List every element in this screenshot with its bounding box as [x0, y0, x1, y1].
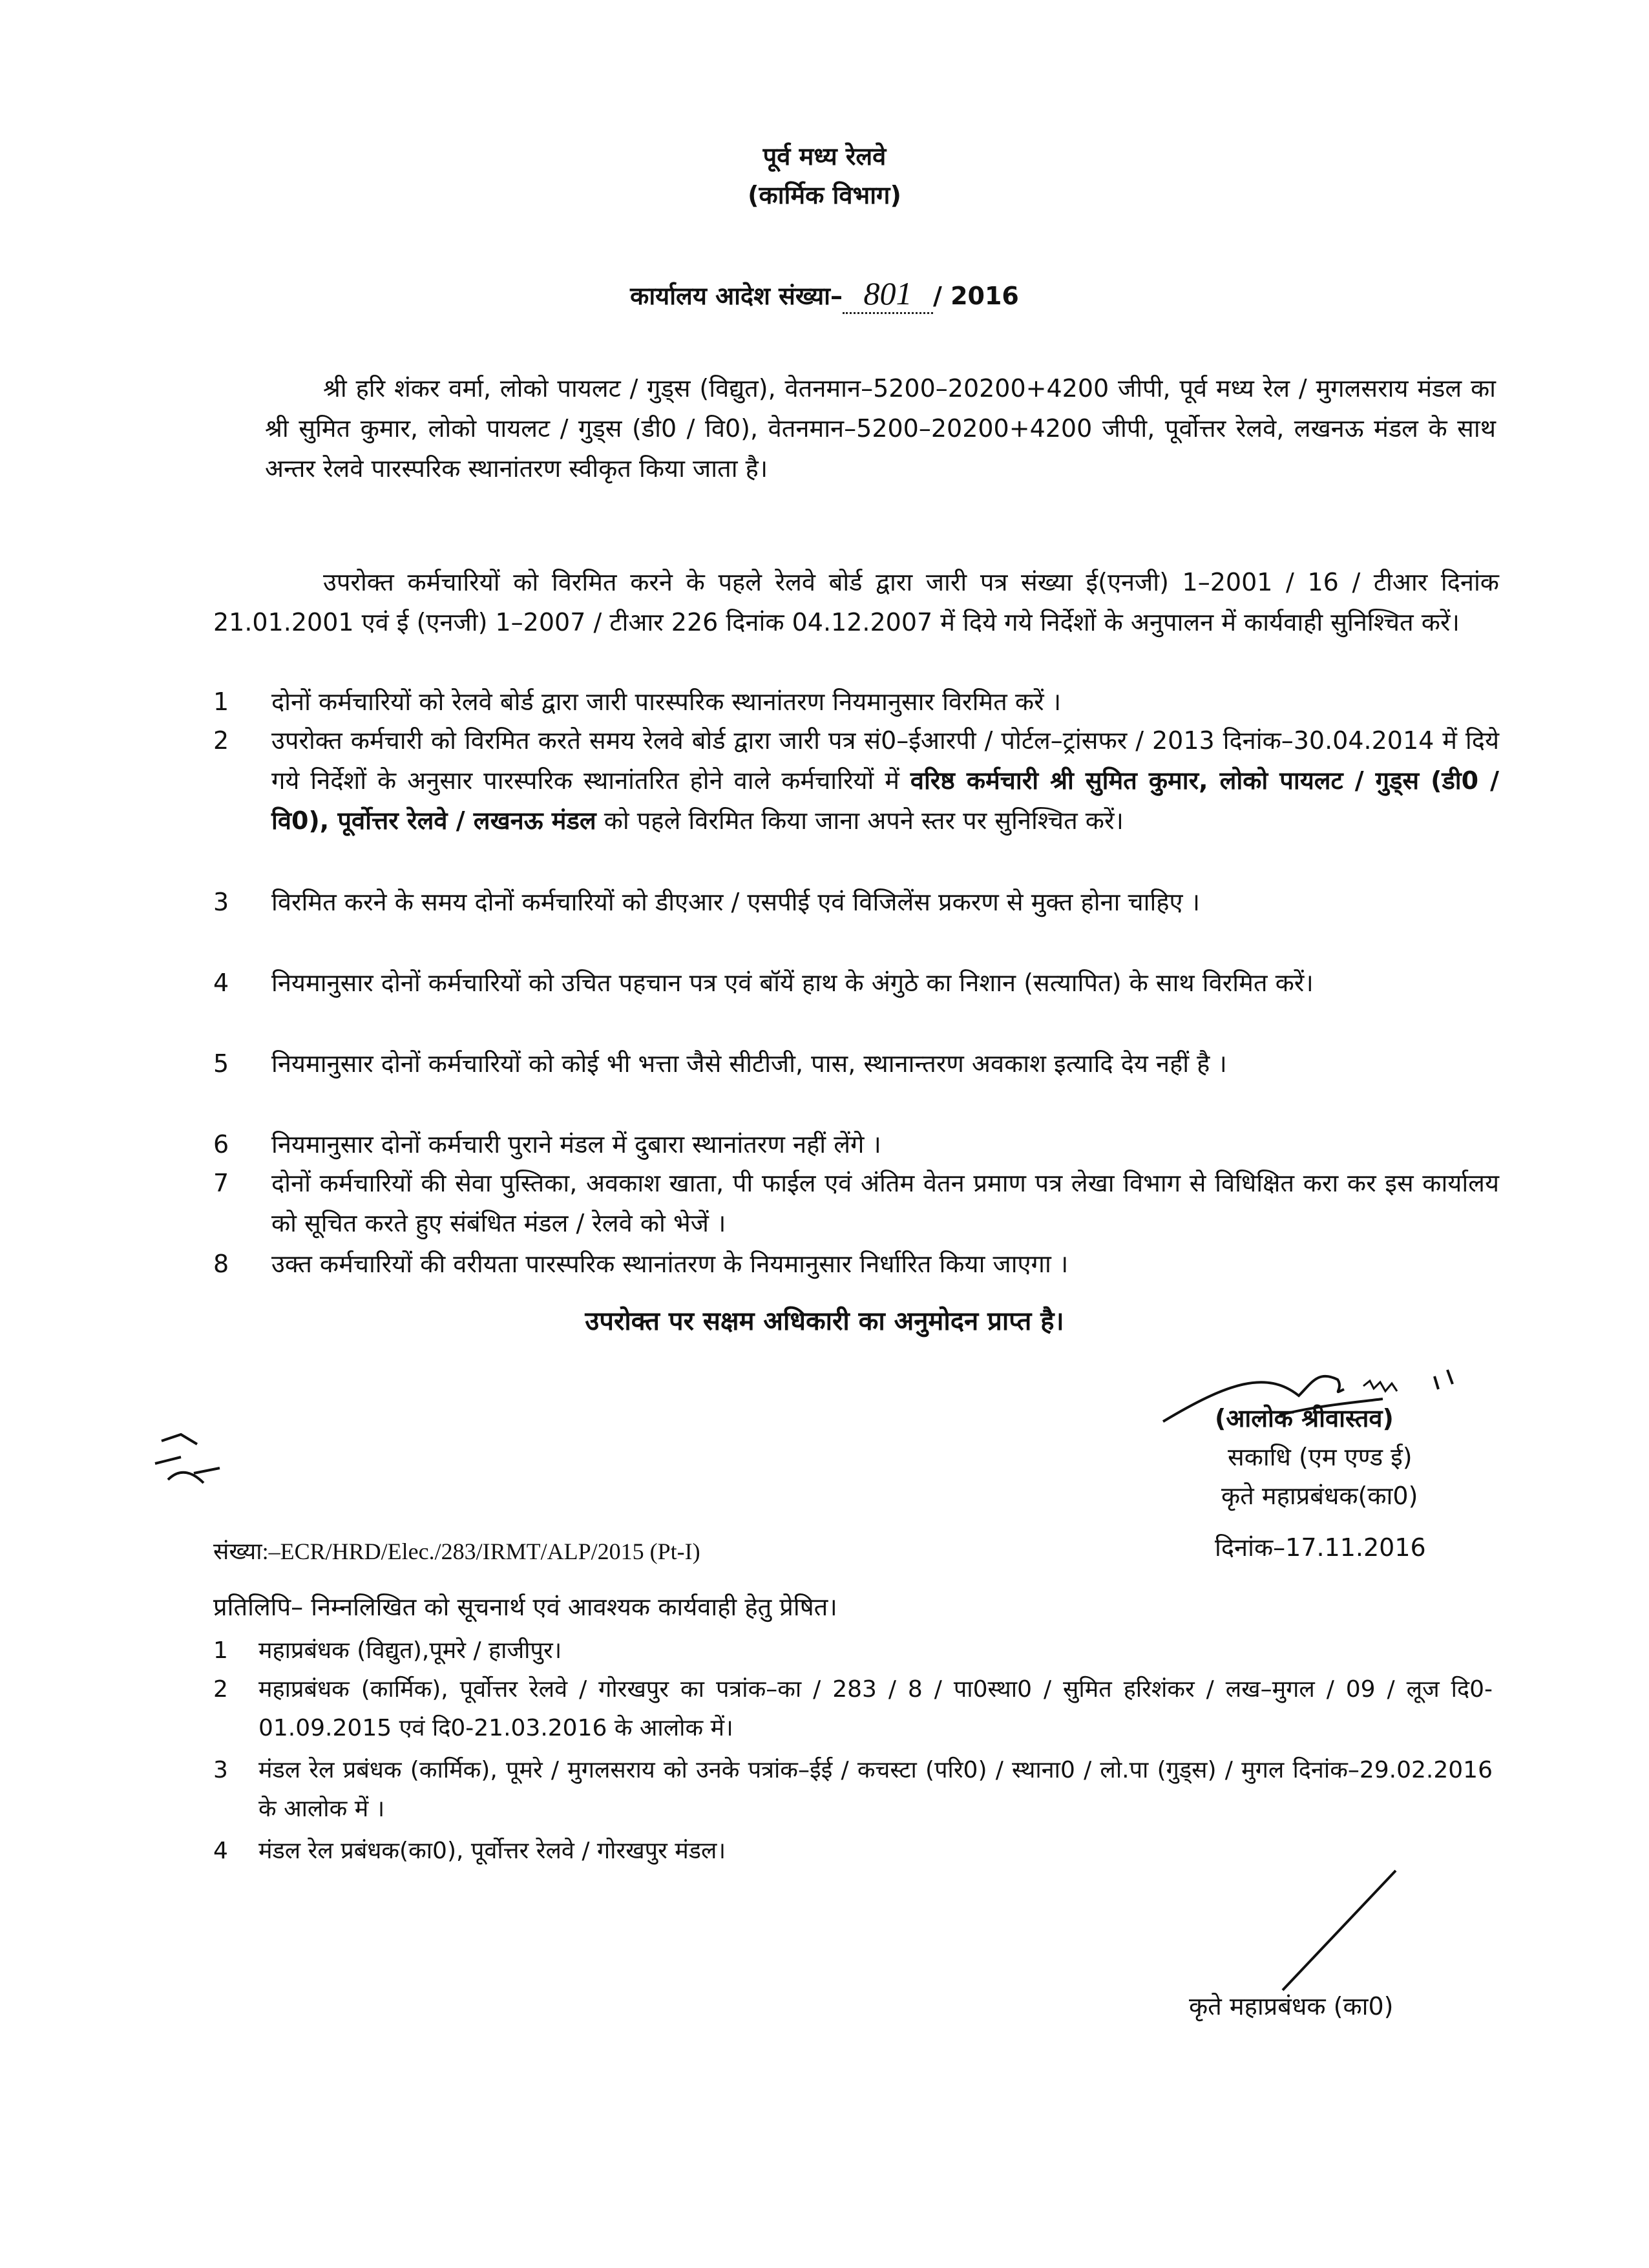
signatory-for: कृते महाप्रबंधक(का0) — [1221, 1482, 1418, 1510]
order-label: कार्यालय आदेश संख्या– — [630, 282, 843, 310]
item-text: दोनों कर्मचारियों को रेलवे बोर्ड द्वारा जारी पारस्परिक स्थानांतरण नियमानुसार विरमित करें । — [271, 688, 1062, 716]
list-item — [213, 963, 1499, 1043]
list-item — [213, 720, 1499, 882]
item-number: 1 — [213, 688, 229, 716]
list-item — [213, 1044, 1499, 1124]
item-number: 8 — [213, 1250, 229, 1278]
margin-scribble — [149, 1428, 239, 1499]
signatory-name: (आलोक श्रीवास्तव) — [1215, 1404, 1394, 1433]
item-text-part: को पहले विरमित किया जाना अपने स्तर पर सुनिश्चित करें। — [596, 806, 1124, 835]
intro-paragraph: श्री हरि शंकर वर्मा, लोको पायलट / गुड्स (विद्युत), वेतनमान–5200–20200+4200 जीपी, पूर्व मध्य रेल / मुगलसराय मंडल का श्री सुमित कुमार, लोको पायलट / गुड्स (डी0 / वि0), वेतनमान–5200–20200+4200 जीपी, पूर्वोत्तर रेलवे, लखनऊ मंडल के साथ अन्तर रेलवे पारस्परिक स्थानांतरण स्वीकृत किया जाता है। — [265, 374, 1496, 483]
item-text: विरमित करने के समय दोनों कर्मचारियों को डीएआर / एसपीई एवं विजिलेंस प्रकरण से मुक्त होना चाहिए । — [271, 888, 1201, 916]
item-number: 4 — [213, 969, 229, 997]
closing-for: कृते महाप्रबंधक (का0) — [1189, 1992, 1394, 2021]
list-item — [213, 682, 1499, 722]
list-item — [213, 1124, 1499, 1164]
item-text: नियमानुसार दोनों कर्मचारियों को उचित पहचान पत्र एवं बॉयें हाथ के अंगुठे का निशान (सत्यापित) के साथ विरमित करें। — [271, 969, 1314, 997]
reference-date: दिनांक–17.11.2016 — [1215, 1533, 1426, 1562]
item-number: 5 — [213, 1049, 229, 1078]
order-number: 801 — [863, 275, 912, 311]
closing-signature-stroke — [1266, 1861, 1409, 2003]
copy-item-text: महाप्रबंधक (कार्मिक), पूर्वोत्तर रेलवे / गोरखपुर का पत्रांक–का / 283 / 8 / पा0स्था0 / सुमित हरिशंकर / लख–मुगल / 09 / लूज दि0-01.09.2015 एवं दि0-21.03.2016 के आलोक में। — [258, 1676, 1493, 1741]
item-text-bold: वरिष्ठ कर्मचारी श्री सुमित कुमार, लोको पायलट / गुड्स (डी0 / वि0), पूर्वोत्तर रेलवे / लखनऊ मंडल — [271, 766, 1499, 835]
org-title: पूर्व मध्य रेलवे — [762, 142, 887, 171]
copy-item — [213, 1632, 1499, 1670]
list-item — [213, 1163, 1499, 1243]
item-text: नियमानुसार दोनों कर्मचारियों को कोई भी भत्ता जैसे सीटीजी, पास, स्थानान्तरण अवकाश इत्यादि देय नहीं है । — [271, 1049, 1227, 1078]
item-number: 6 — [213, 1130, 229, 1159]
item-text-part: उपरोक्त कर्मचारी को विरमित करते समय रेलवे बोर्ड द्वारा जारी पत्र सं0–ईआरपी / पोर्टल–ट्रांसफर / 2013 दिनांक–30.04.2014 में दिये गये निर्देशों के अनुसार पारस्परिक स्थानांतरित होने वाले कर्मचारियों में — [271, 726, 1499, 795]
copy-item — [213, 1670, 1499, 1748]
list-item — [213, 882, 1499, 962]
copy-intro: प्रतिलिपि– निम्नलिखित को सूचनार्थ एवं आवश्यक कार्यवाही हेतु प्रेषित। — [213, 1593, 837, 1621]
copy-item-text: मंडल रेल प्रबंधक(का0), पूर्वोत्तर रेलवे / गोरखपुर मंडल। — [258, 1838, 726, 1864]
order-year: / 2016 — [932, 282, 1019, 310]
item-number: 2 — [213, 726, 229, 755]
signatory-designation: सकाधि (एम एण्ड ई) — [1228, 1443, 1413, 1471]
approval-note: उपरोक्त पर सक्षम अधिकारी का अनुमोदन प्राप्त है। — [585, 1307, 1064, 1336]
copy-item-number: 3 — [213, 1757, 228, 1783]
item-number: 7 — [213, 1169, 229, 1197]
copy-item-number: 1 — [213, 1637, 228, 1664]
item-text — [271, 720, 1499, 841]
reference-number: संख्या:–ECR/HRD/Elec./283/IRMT/ALP/2015 (Pt-I) — [213, 1538, 700, 1564]
list-item — [213, 1244, 1499, 1284]
item-text: नियमानुसार दोनों कर्मचारी पुराने मंडल में दुबारा स्थानांतरण नहीं लेंगे । — [271, 1130, 881, 1159]
copy-item-number: 2 — [213, 1676, 228, 1703]
copy-item — [213, 1751, 1499, 1829]
copy-item-number: 4 — [213, 1838, 228, 1864]
order-line — [0, 275, 1649, 314]
dept-title: (कार्मिक विभाग) — [748, 181, 901, 209]
item-text: दोनों कर्मचारियों की सेवा पुस्तिका, अवकाश खाता, पी फाईल एवं अंतिम वेतन प्रमाण पत्र लेखा विभाग से विधिक्षित करा कर इस कार्यालय को सूचित करते हुए संबंधित मंडल / रेलवे को भेजें । — [271, 1169, 1499, 1237]
copy-item-text: महाप्रबंधक (विद्युत),पूमरे / हाजीपुर। — [258, 1637, 562, 1664]
instruction-paragraph: उपरोक्त कर्मचारियों को विरमित करने के पहले रेलवे बोर्ड द्वारा जारी पत्र संख्या ई(एनजी) 1–2001 / 16 / टीआर दिनांक 21.01.2001 एवं ई (एनजी) 1–2007 / टीआर 226 दिनांक 04.12.2007 में दिये गये निर्देशों के अनुपालन में कार्यवाही सुनिश्चित करें। — [213, 568, 1499, 636]
item-text: उक्त कर्मचारियों की वरीयता पारस्परिक स्थानांतरण के नियमानुसार निर्धारित किया जाएगा । — [271, 1250, 1069, 1278]
item-number: 3 — [213, 888, 229, 916]
copy-item-text: मंडल रेल प्रबंधक (कार्मिक), पूमरे / मुगलसराय को उनके पत्रांक–ईई / कचस्टा (परि0) / स्थाना0 / लो.पा (गुड्स) / मुगल दिनांक–29.02.2016 के आलोक में । — [258, 1757, 1493, 1822]
